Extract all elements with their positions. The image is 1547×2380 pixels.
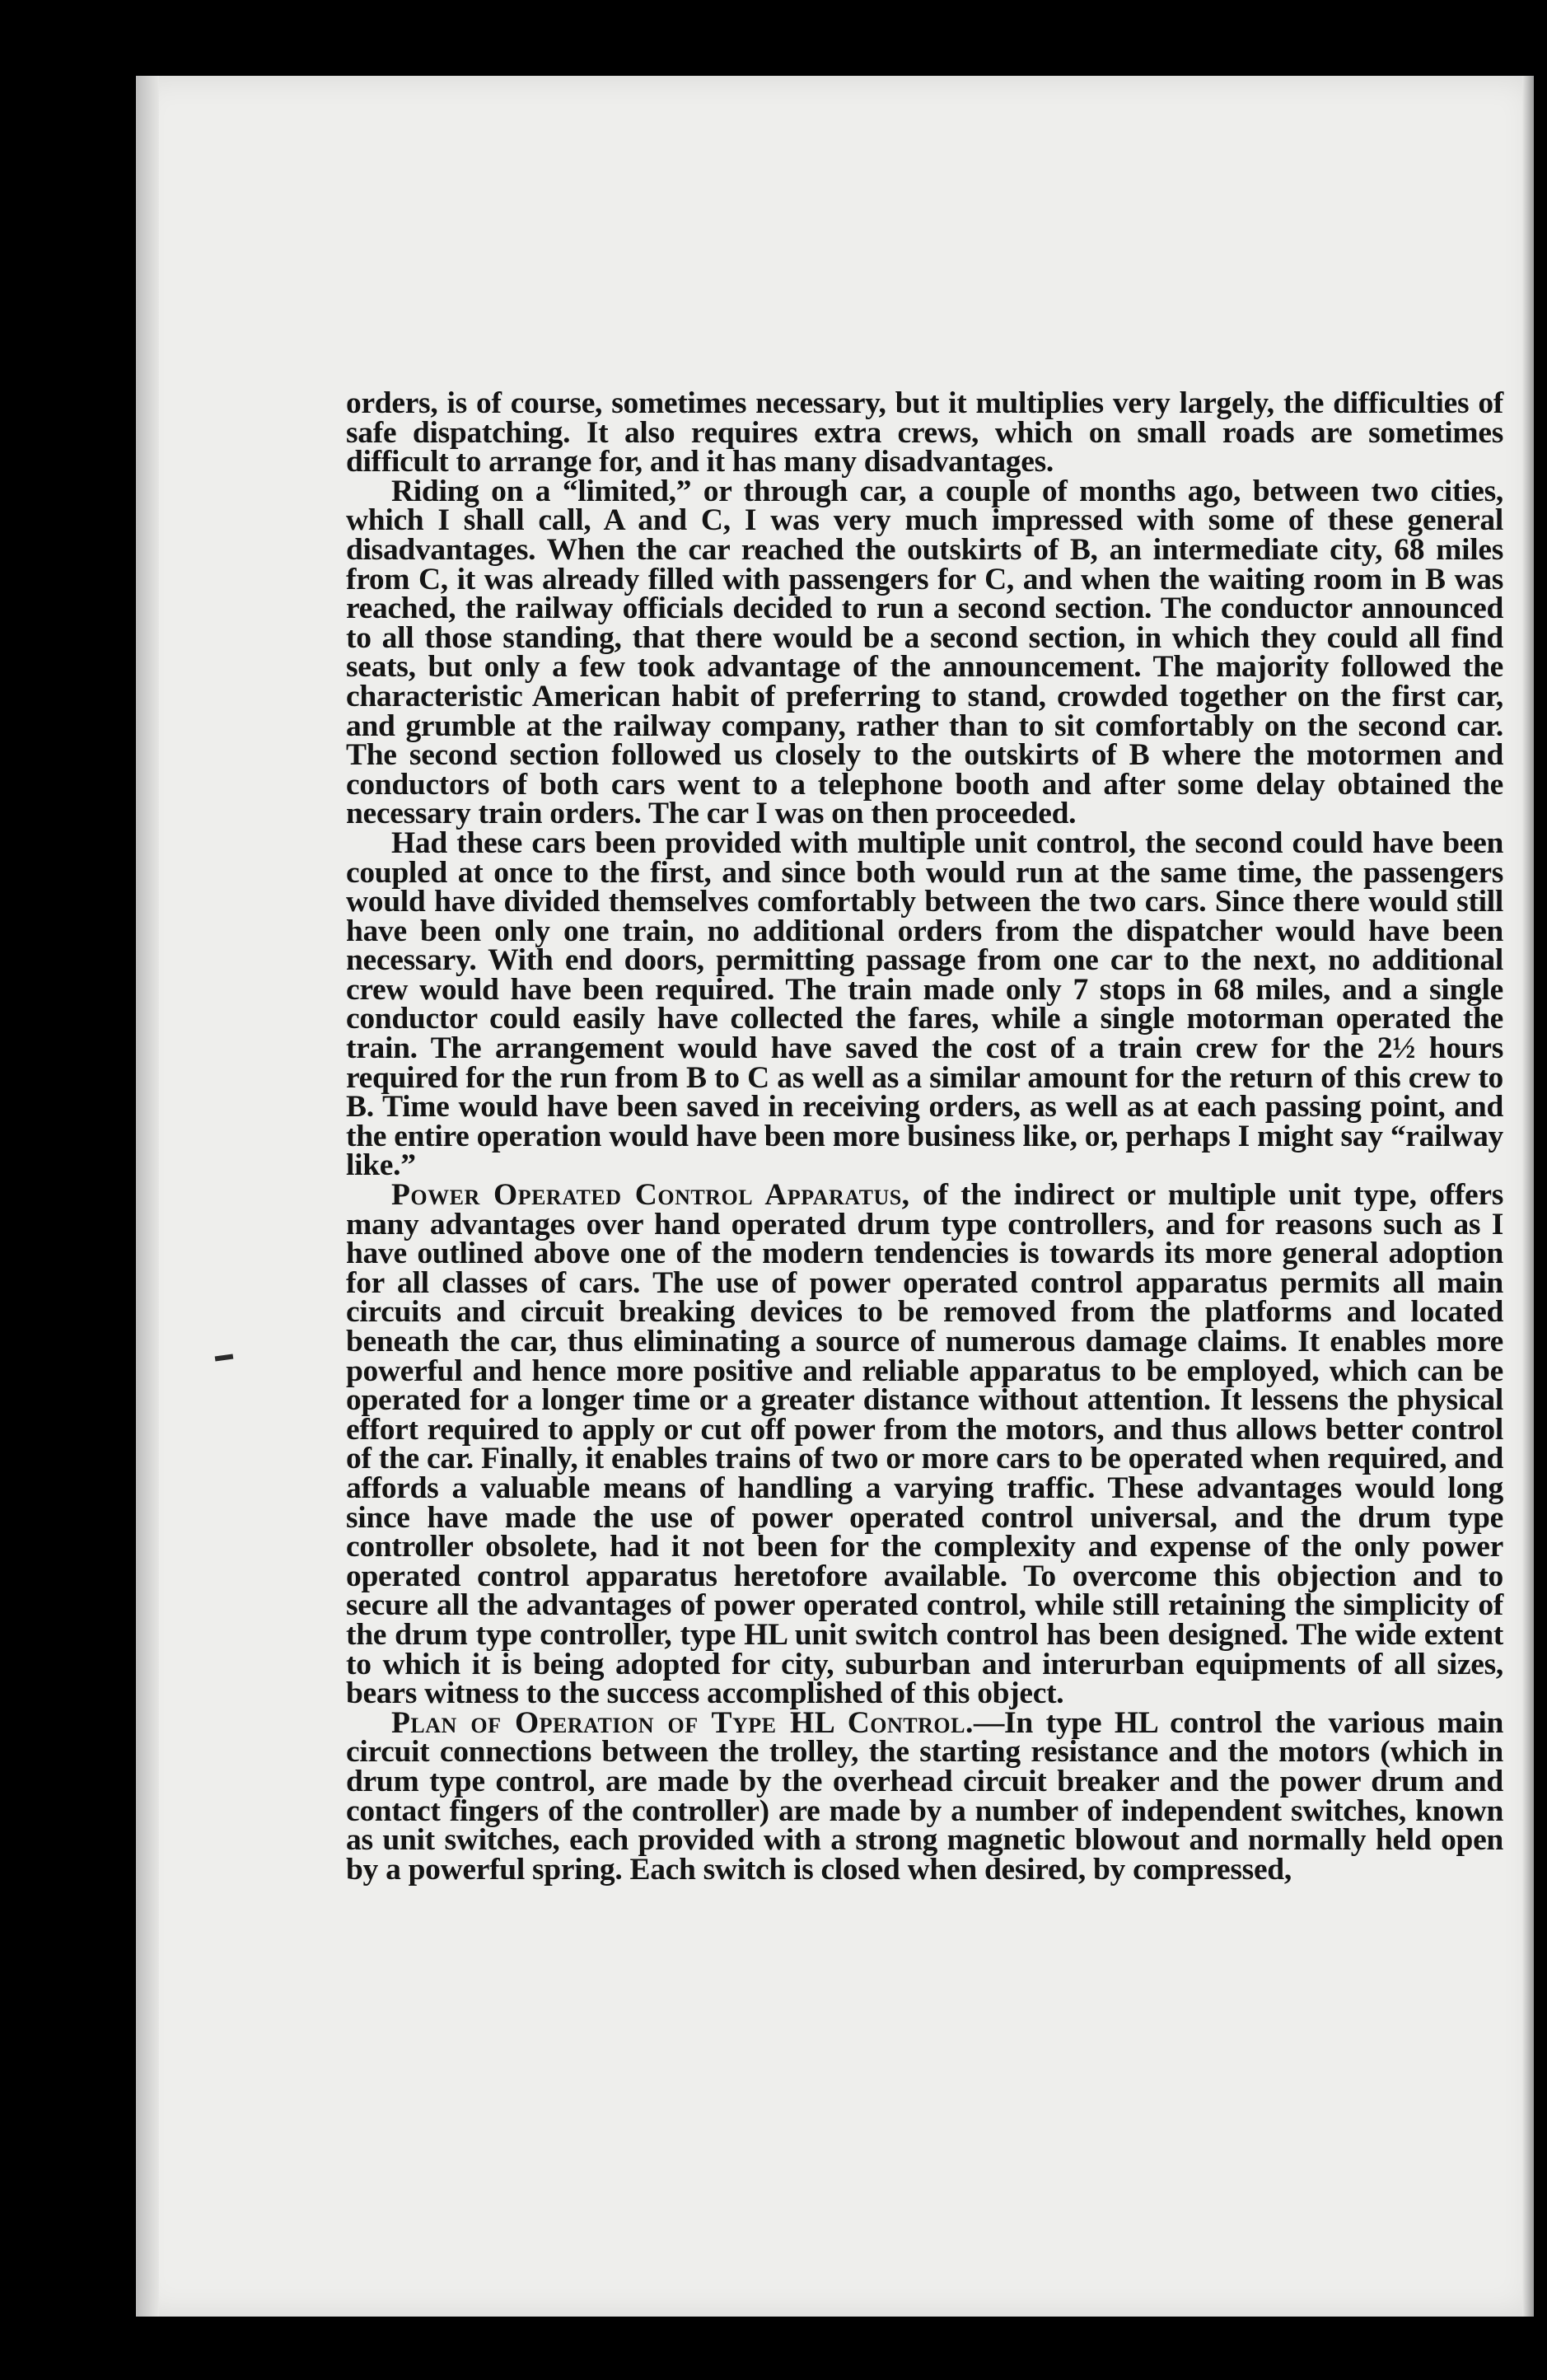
paragraph-5 bbox=[346, 1705, 1503, 1887]
section-heading-power-operated-control: Power Operated Control Apparatus, bbox=[391, 1178, 910, 1213]
paragraph-5-text: —In type HL control the various main circuit connections between the trolley, the starting resistance and the motors (which in drum type control, are made by the overhead circuit breaker and the power drum and contact fingers of the controller) are made by a number of independent switches, known as unit switches, each provided with a strong magnetic blowout and normally held open by a powerful spring. Each switch is closed when desired, by compressed, bbox=[346, 1705, 1503, 1887]
paragraph-2-text: Riding on a “limited,” or through car, a couple of months ago, between two cities, which I shall call, A and C, I was very much impressed with some of these general disadvantages. When the car reached the outskirts of B, an intermediate city, 68 miles from C, it was already filled with passengers for C, and when the waiting room in B was reached, the railway officials decided to run a second section. The conductor announced to all those standing, that there would be a second section, in which they could all find seats, but only a few took advantage of the announcement. The majority followed the characteristic American habit of preferring to stand, crowded together on the first car, and grumble at the railway company, rather than to sit comfortably on the second car. The second section followed us closely to the outskirts of B where the motormen and conductors of both cars went to a telephone booth and after some delay obtained the necessary train orders. The car I was on then proceeded. bbox=[346, 474, 1503, 831]
margin-ink-mark bbox=[215, 1354, 234, 1361]
paragraph-3 bbox=[346, 825, 1503, 1183]
paragraph-1 bbox=[346, 386, 1503, 479]
document-page bbox=[136, 76, 1534, 2317]
page-gutter-shadow bbox=[136, 76, 159, 2317]
paragraph-4 bbox=[346, 1178, 1503, 1711]
section-heading-plan-of-operation: Plan of Operation of Type HL Control. bbox=[391, 1705, 974, 1740]
paragraph-3-text: Had these cars been provided with multiple unit control, the second could have been coupled at once to the first, and since both would run at the same time, the passengers would have divided themselves comfortably between the two cars. Since there would still have been only one train, no additional orders from the dispatcher would have been necessary. With end doors, permitting passage from one car to the next, no additional crew would have been required. The train made only 7 stops in 68 miles, and a single conductor could easily have collected the fares, while a single motorman operated the train. The arrangement would have saved the cost of a train crew for the 2½ hours required for the run from B to C as well as a similar amount for the return of this crew to B. Time would have been saved in receiving orders, as well as at each passing point, and the entire operation would have been more business like, or, perhaps I might say “railway like.” bbox=[346, 825, 1503, 1183]
paragraph-2 bbox=[346, 474, 1503, 831]
body-text bbox=[346, 386, 1503, 1887]
paragraph-4-text: of the indirect or multiple unit type, offers many advantages over hand operated drum type controllers, and for reasons such as I have outlined above one of the modern tendencies is towards its more general adoption for all classes of cars. The use of power operated control apparatus permits all main circuits and circuit breaking devices to be removed from the platforms and located beneath the car, thus eliminating a source of numerous damage claims. It enables more powerful and hence more positive and reliable apparatus to be employed, which can be operated for a longer time or a greater distance without attention. It lessens the physical effort required to apply or cut off power from the motors, and thus allows better control of the car. Finally, it enables trains of two or more cars to be operated when required, and affords a valuable means of handling a varying traffic. These advantages would long since have made the use of power operated control universal, and the drum type controller obsolete, had it not been for the complexity and expense of the only power operated control apparatus heretofore available. To overcome this objection and to secure all the advantages of power operated control, while still retaining the simplicity of the drum type controller, type HL unit switch control has been designed. The wide extent to which it is being adopted for city, suburban and interurban equipments of all sizes, bears witness to the success accomplished of this object. bbox=[346, 1178, 1503, 1711]
page-edge-shadow bbox=[1522, 76, 1534, 2317]
paragraph-1-text: orders, is of course, sometimes necessary, but it multiplies very largely, the difficulties of safe dispatching. It also requires extra crews, which on small roads are sometimes difficult to arrange for, and it has many disadvantages. bbox=[346, 386, 1503, 479]
